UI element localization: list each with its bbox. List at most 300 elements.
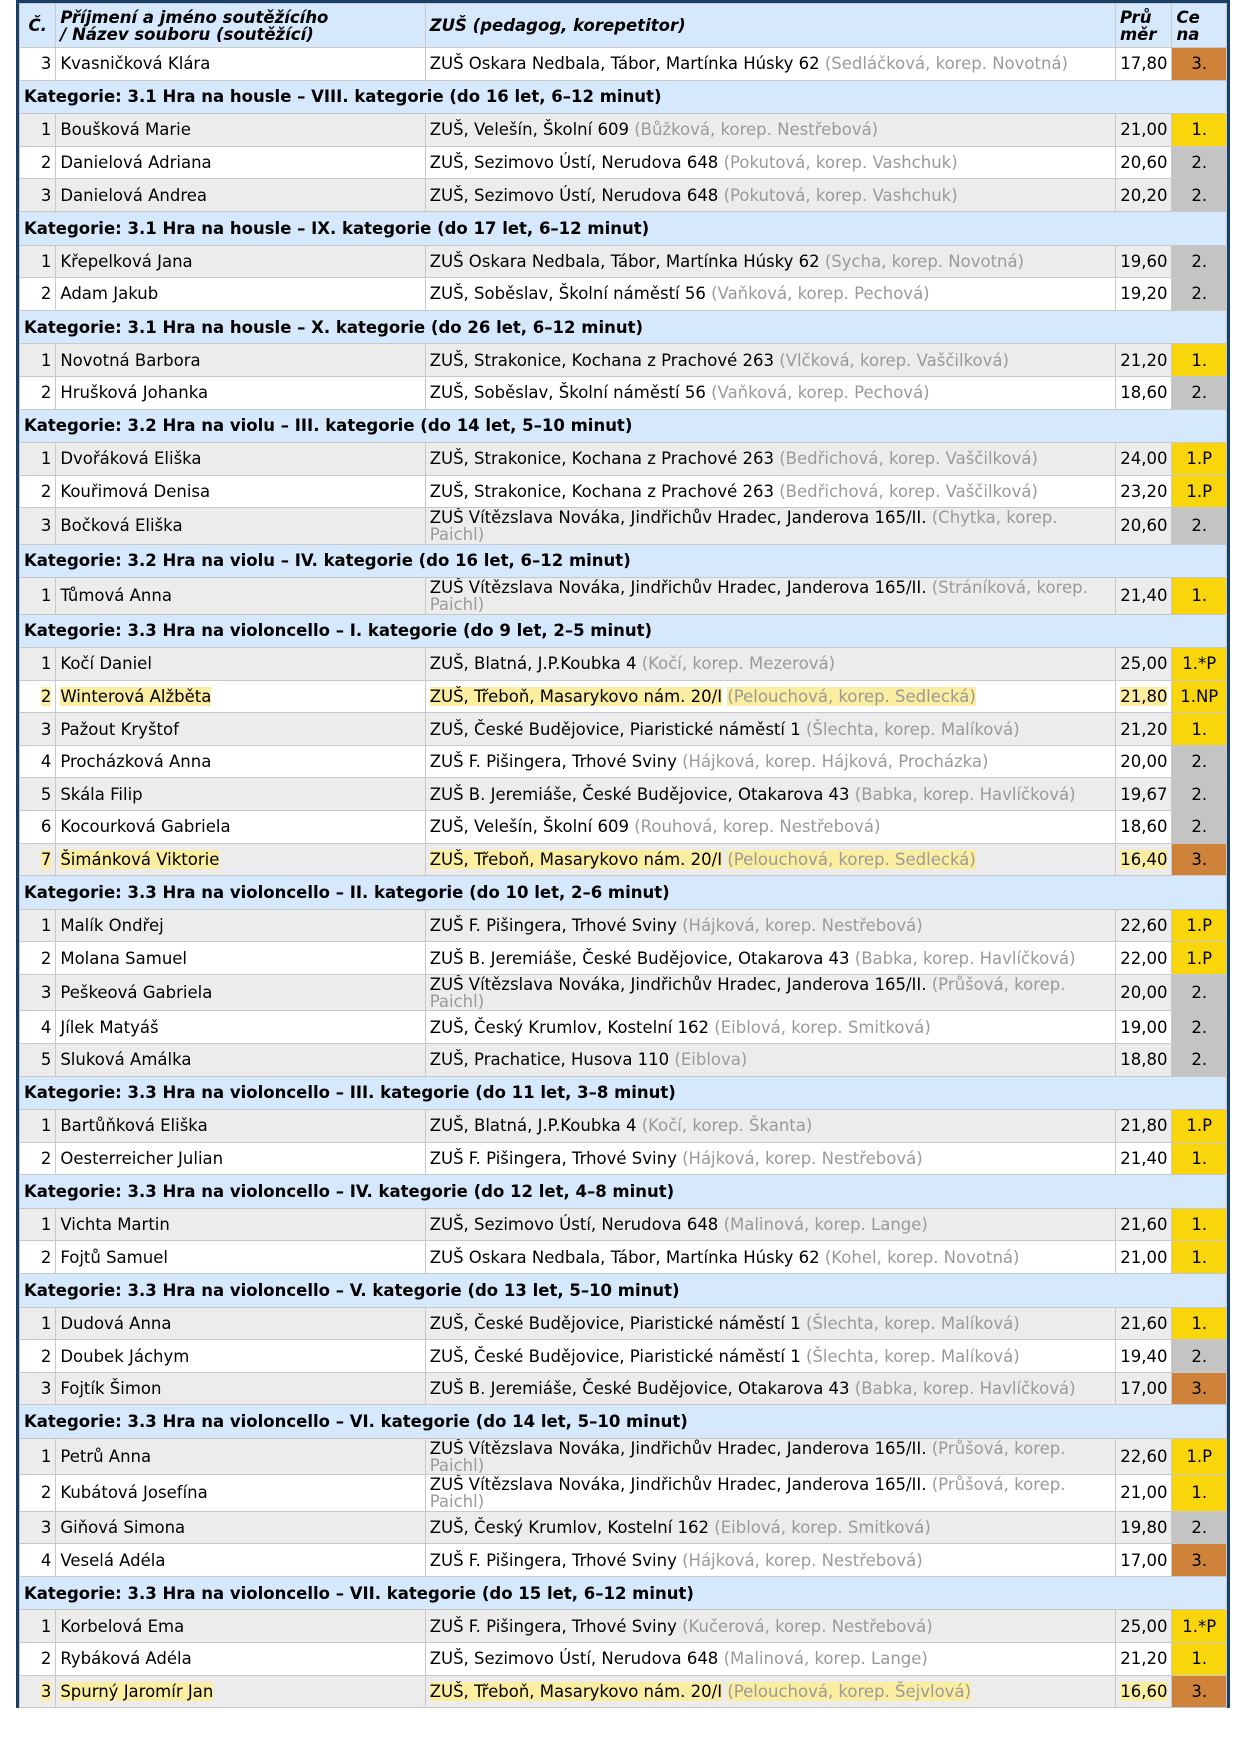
row-number: 2	[20, 1475, 56, 1511]
category-row	[20, 1405, 1227, 1439]
category-label: Kategorie: 3.2 Hra na violu – III. kategorie (do 14 let, 5–10 minut)	[20, 409, 1227, 443]
table-row	[20, 1372, 1227, 1405]
school-cell	[425, 508, 1115, 544]
table-row	[20, 376, 1227, 409]
prize-badge: 3.	[1172, 843, 1227, 876]
row-number: 1	[20, 114, 56, 147]
category-row	[20, 614, 1227, 648]
school-name: ZUŠ B. Jeremiáše, České Budějovice, Otakarova 43	[429, 948, 850, 968]
school-name: ZUŠ Vítězslava Nováka, Jindřichův Hradec, Janderova 165/II.	[429, 577, 927, 597]
table-row	[20, 843, 1227, 876]
header-prize: Ce na	[1172, 4, 1227, 48]
teacher-names: (Eiblova)	[674, 1050, 748, 1070]
teacher-names: (Babka, korep. Havlíčková)	[854, 948, 1076, 968]
teacher-names: (Průšová, korep. Paichl)	[429, 974, 1066, 1011]
row-number: 1	[20, 1439, 56, 1475]
competitor-name: Vichta Martin	[56, 1208, 425, 1241]
category-row	[20, 1274, 1227, 1308]
prize-badge: 1.	[1172, 1643, 1227, 1676]
school-cell	[425, 376, 1115, 409]
school-name: ZUŠ, Český Krumlov, Kostelní 162	[429, 1017, 710, 1037]
row-number: 2	[20, 1643, 56, 1676]
prize-badge: 1.	[1172, 1307, 1227, 1340]
teacher-names: (Malinová, korep. Lange)	[723, 1649, 928, 1669]
average-score: 22,00	[1115, 942, 1172, 975]
school-cell	[425, 278, 1115, 311]
average-score: 25,00	[1115, 1610, 1172, 1643]
row-number: 7	[20, 843, 56, 876]
school-name: ZUŠ, Třeboň, Masarykovo nám. 20/I	[429, 849, 723, 869]
prize-badge: 1.	[1172, 1241, 1227, 1274]
row-number: 1	[20, 245, 56, 278]
prize-badge: 3.	[1172, 1544, 1227, 1577]
row-number: 3	[20, 179, 56, 212]
prize-badge: 1.NP	[1172, 680, 1227, 713]
table-row	[20, 1208, 1227, 1241]
school-cell	[425, 1511, 1115, 1544]
school-cell	[425, 1110, 1115, 1143]
school-cell	[425, 179, 1115, 212]
row-number: 3	[20, 48, 56, 81]
table-row	[20, 1340, 1227, 1373]
competitor-name: Skála Filip	[56, 778, 425, 811]
prize-badge: 2.	[1172, 508, 1227, 544]
competitor-name: Malík Ondřej	[56, 909, 425, 942]
school-name: ZUŠ, Strakonice, Kochana z Prachové 263	[429, 449, 774, 469]
school-name: ZUŠ B. Jeremiáše, České Budějovice, Otakarova 43	[429, 784, 850, 804]
teacher-names: (Kučerová, korep. Nestřebová)	[682, 1616, 933, 1636]
school-cell	[425, 146, 1115, 179]
school-cell	[425, 48, 1115, 81]
row-number: 2	[20, 680, 56, 713]
prize-badge: 2.	[1172, 1340, 1227, 1373]
table-row	[20, 975, 1227, 1011]
results-table-frame	[16, 0, 1230, 1708]
school-name: ZUŠ, Sezimovo Ústí, Nerudova 648	[429, 1649, 719, 1669]
prize-badge: 1.	[1172, 1475, 1227, 1511]
table-row	[20, 745, 1227, 778]
teacher-names: (Babka, korep. Havlíčková)	[854, 1379, 1076, 1399]
school-cell	[425, 1675, 1115, 1708]
prize-badge: 1.	[1172, 578, 1227, 614]
teacher-names: (Sedláčková, korep. Novotná)	[824, 54, 1068, 74]
prize-badge: 2.	[1172, 376, 1227, 409]
school-name: ZUŠ, Třeboň, Masarykovo nám. 20/I	[429, 1681, 723, 1701]
teacher-names: (Kohel, korep. Novotná)	[824, 1247, 1020, 1267]
school-cell	[425, 843, 1115, 876]
average-score: 24,00	[1115, 443, 1172, 476]
school-cell	[425, 344, 1115, 377]
results-table	[19, 3, 1227, 1708]
table-row	[20, 1675, 1227, 1708]
school-cell	[425, 1142, 1115, 1175]
average-score: 23,20	[1115, 475, 1172, 508]
teacher-names: (Eiblová, korep. Smitková)	[714, 1517, 931, 1537]
category-label: Kategorie: 3.1 Hra na housle – IX. kategorie (do 17 let, 6–12 minut)	[20, 211, 1227, 245]
row-number: 2	[20, 1340, 56, 1373]
average-score: 20,60	[1115, 146, 1172, 179]
category-row	[20, 211, 1227, 245]
category-label: Kategorie: 3.1 Hra na housle – VIII. kategorie (do 16 let, 6–12 minut)	[20, 80, 1227, 114]
average-score: 21,20	[1115, 344, 1172, 377]
competitor-name: Dvořáková Eliška	[56, 443, 425, 476]
prize-badge: 1.P	[1172, 475, 1227, 508]
teacher-names: (Pokutová, korep. Vashchuk)	[723, 185, 958, 205]
category-label: Kategorie: 3.1 Hra na housle – X. kategorie (do 26 let, 6–12 minut)	[20, 310, 1227, 344]
row-number: 1	[20, 1610, 56, 1643]
prize-badge: 1.P	[1172, 1439, 1227, 1475]
school-cell	[425, 1643, 1115, 1676]
category-row	[20, 544, 1227, 578]
row-number: 1	[20, 443, 56, 476]
competitor-name: Danielová Andrea	[56, 179, 425, 212]
competitor-name: Bočková Eliška	[56, 508, 425, 544]
competitor-name: Oesterreicher Julian	[56, 1142, 425, 1175]
average-score: 19,00	[1115, 1011, 1172, 1044]
average-score: 21,20	[1115, 1643, 1172, 1676]
teacher-names: (Chytka, korep. Paichl)	[429, 507, 1058, 544]
prize-badge: 2.	[1172, 975, 1227, 1011]
prize-badge: 1.*P	[1172, 648, 1227, 681]
school-name: ZUŠ, České Budějovice, Piaristické náměstí 1	[429, 1346, 801, 1366]
prize-badge: 3.	[1172, 1372, 1227, 1405]
row-number: 5	[20, 778, 56, 811]
competitor-name: Hrušková Johanka	[56, 376, 425, 409]
average-score: 19,60	[1115, 245, 1172, 278]
school-name: ZUŠ Vítězslava Nováka, Jindřichův Hradec, Janderova 165/II.	[429, 1474, 927, 1494]
competitor-name: Kubátová Josefína	[56, 1475, 425, 1511]
school-name: ZUŠ, Velešín, Školní 609	[429, 120, 629, 140]
school-cell	[425, 1043, 1115, 1076]
row-number: 3	[20, 713, 56, 746]
teacher-names: (Hájková, korep. Nestřebová)	[682, 1550, 923, 1570]
row-number: 2	[20, 1142, 56, 1175]
table-row	[20, 114, 1227, 147]
prize-badge: 1.	[1172, 713, 1227, 746]
school-cell	[425, 245, 1115, 278]
competitor-name: Danielová Adriana	[56, 146, 425, 179]
competitor-name: Kouřimová Denisa	[56, 475, 425, 508]
competitor-name: Novotná Barbora	[56, 344, 425, 377]
row-number: 6	[20, 811, 56, 844]
category-row	[20, 1576, 1227, 1610]
school-cell	[425, 1340, 1115, 1373]
row-number: 3	[20, 508, 56, 544]
school-name: ZUŠ, Třeboň, Masarykovo nám. 20/I	[429, 686, 723, 706]
table-row	[20, 1307, 1227, 1340]
average-score: 19,67	[1115, 778, 1172, 811]
category-label: Kategorie: 3.3 Hra na violoncello – V. kategorie (do 13 let, 5–10 minut)	[20, 1274, 1227, 1308]
table-row	[20, 1043, 1227, 1076]
competitor-name: Dudová Anna	[56, 1307, 425, 1340]
teacher-names: (Hájková, korep. Nestřebová)	[682, 916, 923, 936]
category-label: Kategorie: 3.2 Hra na violu – IV. kategorie (do 16 let, 6–12 minut)	[20, 544, 1227, 578]
school-cell	[425, 1544, 1115, 1577]
average-score: 22,60	[1115, 1439, 1172, 1475]
row-number: 5	[20, 1043, 56, 1076]
teacher-names: (Bůžková, korep. Nestřebová)	[634, 120, 879, 140]
teacher-names: (Bedřichová, korep. Vaščilková)	[779, 449, 1038, 469]
average-score: 16,40	[1115, 843, 1172, 876]
prize-badge: 2.	[1172, 1511, 1227, 1544]
average-score: 25,00	[1115, 648, 1172, 681]
competitor-name: Boušková Marie	[56, 114, 425, 147]
competitor-name: Křepelková Jana	[56, 245, 425, 278]
school-name: ZUŠ, Strakonice, Kochana z Prachové 263	[429, 482, 774, 502]
school-cell	[425, 1241, 1115, 1274]
competitor-name: Kočí Daniel	[56, 648, 425, 681]
teacher-names: (Vaňková, korep. Pechová)	[711, 383, 930, 403]
average-score: 21,00	[1115, 1475, 1172, 1511]
teacher-names: (Pokutová, korep. Vashchuk)	[723, 153, 958, 173]
table-row	[20, 811, 1227, 844]
school-name: ZUŠ, Soběslav, Školní náměstí 56	[429, 284, 706, 304]
school-name: ZUŠ Oskara Nedbala, Tábor, Martínka Húsky 62	[429, 1247, 820, 1267]
row-number: 2	[20, 146, 56, 179]
school-name: ZUŠ F. Pišingera, Trhové Sviny	[429, 1550, 677, 1570]
prize-badge: 1.	[1172, 1142, 1227, 1175]
teacher-names: (Pelouchová, korep. Sedlecká)	[727, 686, 976, 706]
competitor-name: Šimánková Viktorie	[56, 843, 425, 876]
average-score: 17,80	[1115, 48, 1172, 81]
table-row	[20, 48, 1227, 81]
school-cell	[425, 443, 1115, 476]
row-number: 4	[20, 745, 56, 778]
category-row	[20, 409, 1227, 443]
competitor-name: Petrů Anna	[56, 1439, 425, 1475]
prize-badge: 2.	[1172, 745, 1227, 778]
competitor-name: Adam Jakub	[56, 278, 425, 311]
category-label: Kategorie: 3.3 Hra na violoncello – I. kategorie (do 9 let, 2–5 minut)	[20, 614, 1227, 648]
table-row	[20, 278, 1227, 311]
header-school: ZUŠ (pedagog, korepetitor)	[425, 4, 1115, 48]
table-row	[20, 1439, 1227, 1475]
school-name: ZUŠ, České Budějovice, Piaristické náměstí 1	[429, 719, 801, 739]
competitor-name: Giňová Simona	[56, 1511, 425, 1544]
competitor-name: Kvasničková Klára	[56, 48, 425, 81]
row-number: 3	[20, 975, 56, 1011]
teacher-names: (Babka, korep. Havlíčková)	[854, 784, 1076, 804]
row-number: 2	[20, 278, 56, 311]
row-number: 2	[20, 1241, 56, 1274]
competitor-name: Peškeová Gabriela	[56, 975, 425, 1011]
average-score: 18,60	[1115, 811, 1172, 844]
competitor-name: Tůmová Anna	[56, 578, 425, 614]
teacher-names: (Průšová, korep. Paichl)	[429, 1474, 1066, 1511]
school-name: ZUŠ Vítězslava Nováka, Jindřichův Hradec, Janderova 165/II.	[429, 1438, 927, 1458]
table-header-row	[20, 4, 1227, 48]
table-row	[20, 443, 1227, 476]
table-row	[20, 1011, 1227, 1044]
header-average: Prů měr	[1115, 4, 1172, 48]
teacher-names: (Sycha, korep. Novotná)	[824, 251, 1025, 271]
school-name: ZUŠ, Velešín, Školní 609	[429, 817, 629, 837]
school-cell	[425, 778, 1115, 811]
competitor-name: Spurný Jaromír Jan	[56, 1675, 425, 1708]
competitor-name: Rybáková Adéla	[56, 1643, 425, 1676]
average-score: 18,80	[1115, 1043, 1172, 1076]
average-score: 21,40	[1115, 578, 1172, 614]
row-number: 1	[20, 1208, 56, 1241]
school-name: ZUŠ, Soběslav, Školní náměstí 56	[429, 383, 706, 403]
school-name: ZUŠ, Blatná, J.P.Koubka 4	[429, 654, 637, 674]
school-name: ZUŠ F. Pišingera, Trhové Sviny	[429, 1616, 677, 1636]
average-score: 17,00	[1115, 1372, 1172, 1405]
prize-badge: 2.	[1172, 1043, 1227, 1076]
competitor-name: Pažout Kryštof	[56, 713, 425, 746]
competitor-name: Procházková Anna	[56, 745, 425, 778]
table-row	[20, 1511, 1227, 1544]
competitor-name: Fojtík Šimon	[56, 1372, 425, 1405]
school-name: ZUŠ Oskara Nedbala, Tábor, Martínka Húsky 62	[429, 54, 820, 74]
teacher-names: (Šlechta, korep. Malíková)	[805, 719, 1020, 739]
school-name: ZUŠ Vítězslava Nováka, Jindřichův Hradec, Janderova 165/II.	[429, 507, 927, 527]
average-score: 19,20	[1115, 278, 1172, 311]
teacher-names: (Eiblová, korep. Smitková)	[714, 1017, 931, 1037]
average-score: 21,40	[1115, 1142, 1172, 1175]
teacher-names: (Kočí, korep. Mezerová)	[641, 654, 836, 674]
school-name: ZUŠ, Český Krumlov, Kostelní 162	[429, 1517, 710, 1537]
prize-badge: 2.	[1172, 179, 1227, 212]
category-row	[20, 1076, 1227, 1110]
competitor-name: Korbelová Ema	[56, 1610, 425, 1643]
school-cell	[425, 1372, 1115, 1405]
competitor-name: Fojtů Samuel	[56, 1241, 425, 1274]
category-label: Kategorie: 3.3 Hra na violoncello – III. kategorie (do 11 let, 3–8 minut)	[20, 1076, 1227, 1110]
table-row	[20, 1475, 1227, 1511]
school-cell	[425, 909, 1115, 942]
row-number: 2	[20, 942, 56, 975]
teacher-names: (Rouhová, korep. Nestřebová)	[634, 817, 881, 837]
row-number: 4	[20, 1011, 56, 1044]
teacher-names: (Hájková, korep. Nestřebová)	[682, 1149, 923, 1168]
average-score: 20,60	[1115, 508, 1172, 544]
school-name: ZUŠ Oskara Nedbala, Tábor, Martínka Húsky 62	[429, 251, 820, 271]
table-row	[20, 344, 1227, 377]
table-row	[20, 1142, 1227, 1175]
school-cell	[425, 475, 1115, 508]
school-cell	[425, 578, 1115, 614]
school-name: ZUŠ, Sezimovo Ústí, Nerudova 648	[429, 185, 719, 205]
prize-badge: 2.	[1172, 146, 1227, 179]
school-cell	[425, 1610, 1115, 1643]
row-number: 1	[20, 909, 56, 942]
average-score: 21,80	[1115, 680, 1172, 713]
category-label: Kategorie: 3.3 Hra na violoncello – VI. kategorie (do 14 let, 5–10 minut)	[20, 1405, 1227, 1439]
table-row	[20, 1610, 1227, 1643]
school-name: ZUŠ, České Budějovice, Piaristické náměstí 1	[429, 1313, 801, 1333]
school-name: ZUŠ Vítězslava Nováka, Jindřichův Hradec, Janderova 165/II.	[429, 974, 927, 994]
teacher-names: (Hájková, korep. Hájková, Procházka)	[682, 752, 989, 772]
school-cell	[425, 1307, 1115, 1340]
competitor-name: Winterová Alžběta	[56, 680, 425, 713]
prize-badge: 3.	[1172, 48, 1227, 81]
school-cell	[425, 1011, 1115, 1044]
teacher-names: (Vaňková, korep. Pechová)	[711, 284, 930, 304]
school-cell	[425, 1208, 1115, 1241]
table-row	[20, 648, 1227, 681]
school-cell	[425, 811, 1115, 844]
school-name: ZUŠ, Strakonice, Kochana z Prachové 263	[429, 350, 774, 370]
prize-badge: 2.	[1172, 1011, 1227, 1044]
average-score: 20,00	[1115, 745, 1172, 778]
competitor-name: Jílek Matyáš	[56, 1011, 425, 1044]
teacher-names: (Vlčková, korep. Vaščilková)	[779, 350, 1009, 370]
school-cell	[425, 942, 1115, 975]
row-number: 1	[20, 1307, 56, 1340]
average-score: 21,20	[1115, 713, 1172, 746]
average-score: 18,60	[1115, 376, 1172, 409]
school-cell	[425, 975, 1115, 1011]
prize-badge: 3.	[1172, 1675, 1227, 1708]
row-number: 1	[20, 648, 56, 681]
prize-badge: 1.P	[1172, 1110, 1227, 1143]
table-row	[20, 1643, 1227, 1676]
prize-badge: 1.	[1172, 114, 1227, 147]
school-name: ZUŠ, Blatná, J.P.Koubka 4	[429, 1116, 637, 1136]
table-row	[20, 245, 1227, 278]
category-row	[20, 1175, 1227, 1209]
table-body	[20, 48, 1227, 1708]
competitor-name: Doubek Jáchym	[56, 1340, 425, 1373]
header-name: Příjmení a jméno soutěžícího / Název souboru (soutěžící)	[56, 4, 425, 48]
average-score: 19,40	[1115, 1340, 1172, 1373]
teacher-names: (Průšová, korep. Paichl)	[429, 1438, 1066, 1475]
school-cell	[425, 648, 1115, 681]
category-label: Kategorie: 3.3 Hra na violoncello – II. kategorie (do 10 let, 2–6 minut)	[20, 876, 1227, 910]
category-row	[20, 310, 1227, 344]
school-name: ZUŠ, Sezimovo Ústí, Nerudova 648	[429, 153, 719, 173]
prize-badge: 2.	[1172, 778, 1227, 811]
average-score: 17,00	[1115, 1544, 1172, 1577]
average-score: 20,00	[1115, 975, 1172, 1011]
teacher-names: (Kočí, korep. Škanta)	[641, 1116, 813, 1136]
table-row	[20, 578, 1227, 614]
table-row	[20, 179, 1227, 212]
prize-badge: 2.	[1172, 245, 1227, 278]
table-row	[20, 1110, 1227, 1143]
table-row	[20, 680, 1227, 713]
average-score: 16,60	[1115, 1675, 1172, 1708]
average-score: 21,60	[1115, 1208, 1172, 1241]
school-name: ZUŠ F. Pišingera, Trhové Sviny	[429, 1149, 677, 1168]
prize-badge: 2.	[1172, 811, 1227, 844]
row-number: 3	[20, 1675, 56, 1708]
table-row	[20, 942, 1227, 975]
table-row	[20, 508, 1227, 544]
category-label: Kategorie: 3.3 Hra na violoncello – VII. kategorie (do 15 let, 6–12 minut)	[20, 1576, 1227, 1610]
average-score: 22,60	[1115, 909, 1172, 942]
average-score: 21,00	[1115, 1241, 1172, 1274]
row-number: 3	[20, 1511, 56, 1544]
teacher-names: (Bedřichová, korep. Vaščilková)	[779, 482, 1038, 502]
prize-badge: 1.*P	[1172, 1610, 1227, 1643]
table-row	[20, 778, 1227, 811]
teacher-names: (Šlechta, korep. Malíková)	[805, 1313, 1020, 1333]
average-score: 21,00	[1115, 114, 1172, 147]
table-row	[20, 909, 1227, 942]
prize-badge: 1.P	[1172, 909, 1227, 942]
row-number: 4	[20, 1544, 56, 1577]
average-score: 20,20	[1115, 179, 1172, 212]
school-cell	[425, 114, 1115, 147]
school-cell	[425, 680, 1115, 713]
prize-badge: 1.	[1172, 344, 1227, 377]
table-row	[20, 1241, 1227, 1274]
category-label: Kategorie: 3.3 Hra na violoncello – IV. kategorie (do 12 let, 4–8 minut)	[20, 1175, 1227, 1209]
school-name: ZUŠ F. Pišingera, Trhové Sviny	[429, 916, 677, 936]
teacher-names: (Malinová, korep. Lange)	[723, 1215, 928, 1235]
